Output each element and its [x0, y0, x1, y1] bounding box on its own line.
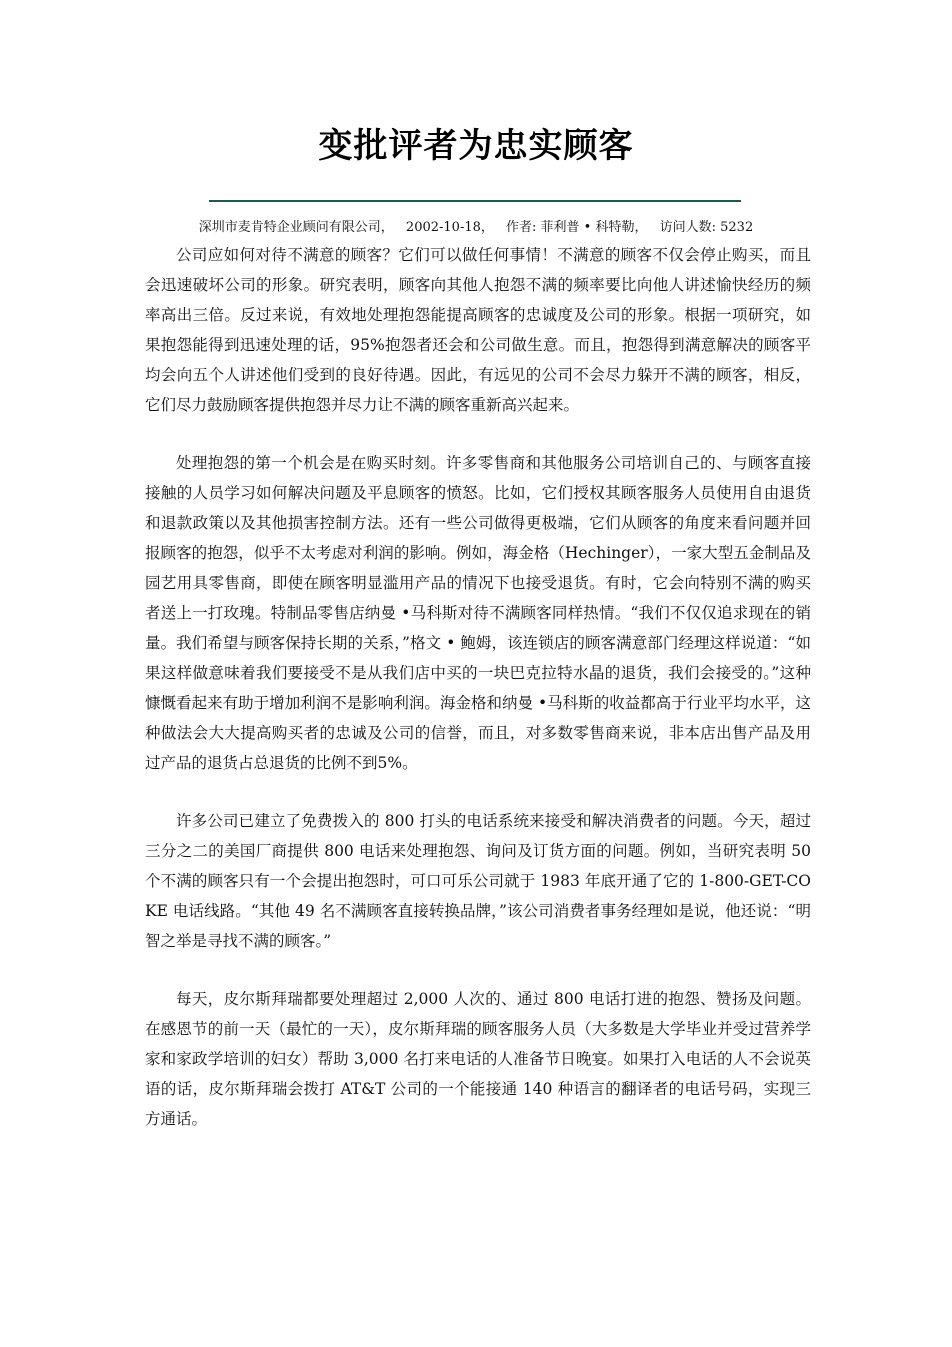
- paragraph-2: 处理抱怨的第一个机会是在购买时刻。许多零售商和其他服务公司培训自己的、与顾客直接接触的人员学习如何解决问题及平息顾客的愤怒。比如，它们授权其顾客服务人员使用自由退货和退款政策以及其他损害控制方法。还有一些公司做得更极端，它们从顾客的角度来看问题并回报顾客的抱怨，似乎不太考虑对利润的影响。例如，海金格（Hechinger），一家大型五金制品及园艺用具零售商，即使在顾客明显滥用产品的情况下也接受退货。有时，它会向特别不满的购买者送上一打玫瑰。特制品零售店纳曼 •马科斯对待不满顾客同样热情。“我们不仅仅追求现在的销量。我们希望与顾客保持长期的关系，”格文 • 鲍姆，该连锁店的顾客满意部门经理这样说道：“如果这样做意味着我们要接受不是从我们店中买的一块巴克拉特水晶的退货，我们会接受的。”这种慷慨看起来有助于增加利润不是影响利润。海金格和纳曼 •马科斯的收益都高于行业平均水平，这种做法会大大提高购买者的忠诚及公司的信誉，而且，对多数零售商来说，非本店出售产品及用过产品的退货占总退货的比例不到5%。: [145, 454, 811, 772]
- meta-date: 2002-10-18，: [405, 220, 494, 235]
- paragraph-gap: [145, 956, 811, 984]
- article-meta: [0, 216, 952, 235]
- paragraph-1: 公司应如何对待不满意的顾客？它们可以做任何事情！不满意的顾客不仅会停止购买，而且会迅速破坏公司的形象。研究表明，顾客向其他人抱怨不满的频率要比向他人讲述愉快经历的频率高出三倍。反过来说，有效地处理抱怨能提高顾客的忠诚度及公司的形象。根据一项研究，如果抱怨能得到迅速处理的话，95%抱怨者还会和公司做生意。而且，抱怨得到满意解决的顾客平均会向五个人讲述他们受到的良好待遇。因此，有远见的公司不会尽力躲开不满的顾客，相反，它们尽力鼓励顾客提供抱怨并尽力让不满的顾客重新高兴起来。: [145, 246, 811, 414]
- title-divider: [209, 200, 741, 202]
- paragraph-gap: [145, 420, 811, 448]
- article-body: [145, 240, 811, 1134]
- paragraph-4: 每天，皮尔斯拜瑞都要处理超过 2,000 人次的、通过 800 电话打进的抱怨、赞扬及问题。在感恩节的前一天（最忙的一天），皮尔斯拜瑞的顾客服务人员（大多数是大学毕业并受过营养学家和家政学培训的妇女）帮助 3,000 名打来电话的人准备节日晚宴。如果打入电话的人不会说英语的话，皮尔斯拜瑞会拨打 AT&T 公司的一个能接通 140 种语言的翻译者的电话号码，实现三方通话。: [145, 990, 811, 1128]
- article-title: 变批评者为忠实顾客: [318, 126, 634, 166]
- meta-source: 深圳市麦肯特企业顾问有限公司，: [198, 220, 394, 235]
- meta-author: 作者: 菲利普 • 科特勒，: [506, 220, 648, 235]
- paragraph-gap: [145, 778, 811, 806]
- meta-visits: 访问人数: 5232: [659, 220, 754, 235]
- paragraph-3: 许多公司已建立了免费拨入的 800 打头的电话系统来接受和解决消费者的问题。今天，超过三分之二的美国厂商提供 800 电话来处理抱怨、询问及订货方面的问题。例如，当研究表明 50 个不满的顾客只有一个会提出抱怨时，可口可乐公司就于 1983 年底开通了它的 1-800-GET-COKE 电话线路。“其他 49 名不满顾客直接转换品牌，”该公司消费者事务经理如是说，他还说：“明智之举是寻找不满的顾客。”: [145, 812, 811, 950]
